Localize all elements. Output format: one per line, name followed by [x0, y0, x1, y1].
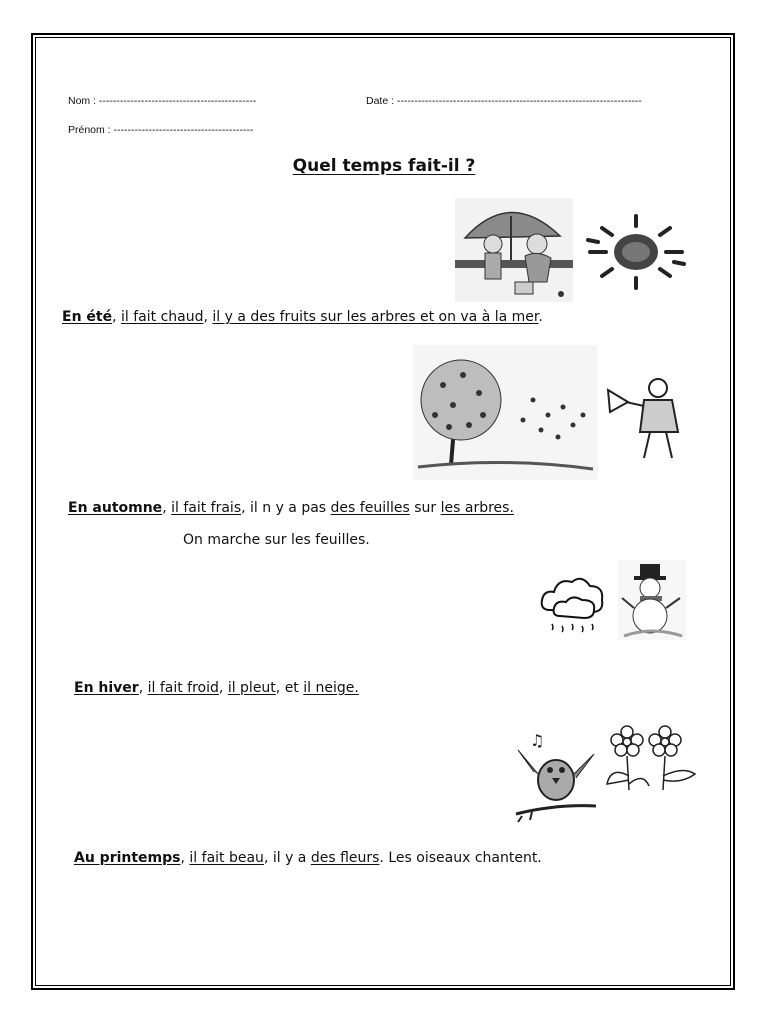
season-winter: En hiver [74, 680, 139, 696]
beach-children-image [455, 198, 573, 302]
rain-cloud-image [538, 570, 608, 638]
singing-bird-image [512, 724, 598, 824]
autumn-sentence-line2: On marche sur les feuilles. [183, 532, 370, 548]
summer-sentence: En été, il fait chaud, il y a des fruits sur les arbres et on va à la mer. [62, 309, 543, 325]
flowers-image [603, 722, 699, 796]
svg-text:♫: ♫ [530, 731, 545, 750]
sun-image [580, 210, 692, 294]
snowman-image [618, 560, 686, 640]
season-summer: En été [62, 309, 113, 325]
wind-person-image [600, 372, 688, 464]
nom-field: Nom : --------------------------------------------- [68, 95, 257, 107]
autumn-sentence: En automne, il fait frais, il n y a pas des feuilles sur les arbres. [68, 500, 514, 516]
winter-sentence: En hiver, il fait froid, il pleut, et il neige. [74, 680, 359, 696]
season-autumn: En automne [68, 500, 163, 516]
prenom-field: Prénom : ---------------------------------------- [68, 124, 254, 136]
autumn-tree-image [413, 345, 598, 480]
page-title: Quel temps fait-il ? [292, 156, 476, 176]
spring-sentence: Au printemps, il fait beau, il y a des fleurs. Les oiseaux chantent. [74, 850, 542, 866]
season-spring: Au printemps [74, 850, 181, 866]
date-field: Date : ---------------------------------------------------------------------- [366, 95, 642, 107]
